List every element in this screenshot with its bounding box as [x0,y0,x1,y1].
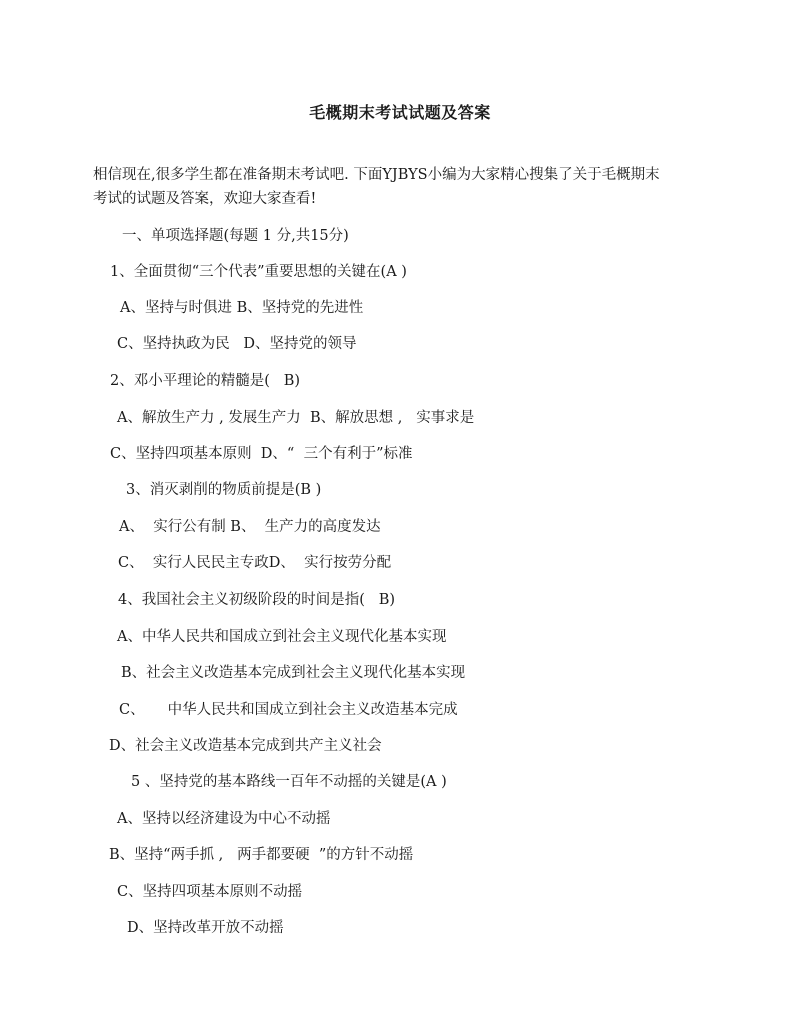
q3-options-cd: C、 实行人民民主专政D、 实行按劳分配 [118,555,392,571]
q4-option-c: C、 中华人民共和国成立到社会主义改造基本完成 [119,702,458,718]
q4-option-a: A、中华人民共和国成立到社会主义现代化基本实现 [117,629,447,645]
q5-option-b: B、坚持“两手抓 , 两手都要硬 ”的方针不动摇 [109,847,414,863]
document-title: 毛概期末考试试题及答案 [309,103,491,122]
question-1: 1、全面贯彻“三个代表”重要思想的关键在(A ) [110,264,407,280]
q1-options-cd: C、坚持执政为民 D、坚持党的领导 [117,336,357,352]
q5-option-a: A、坚持以经济建设为中心不动摇 [117,811,331,827]
q4-option-b: B、社会主义改造基本完成到社会主义现代化基本实现 [121,665,466,681]
question-4: 4、我国社会主义初级阶段的时间是指( B) [118,592,396,608]
q3-options-ab: A、 实行公有制 B、 生产力的高度发达 [119,519,381,535]
q1-options-ab: A、坚持与时俱进 B、坚持党的先进性 [120,300,364,316]
q5-option-d: D、坚持改革开放不动摇 [127,920,284,936]
intro-line: 考试的试题及答案，欢迎大家查看! [93,191,317,207]
question-3: 3、消灭剥削的物质前提是(B ) [126,482,322,498]
q5-option-c: C、坚持四项基本原则不动摇 [117,884,303,900]
intro-paragraph [93,163,733,211]
q2-options-ab: A、解放生产力 , 发展生产力 B、解放思想 , 实事求是 [117,410,475,426]
question-2: 2、邓小平理论的精髓是( B) [110,373,301,389]
section-heading: 一、单项选择题(每题 1 分,共15分) [122,228,349,244]
q2-options-cd: C、坚持四项基本原则 D、“ 三个有利于”标准 [110,446,413,462]
question-5: 5 、坚持党的基本路线一百年不动摇的关键是(A ) [131,774,447,790]
intro-line: 相信现在,很多学生都在准备期末考试吧. 下面YJBYS小编为大家精心搜集了关于毛概期末 [93,167,660,183]
q4-option-d: D、社会主义改造基本完成到共产主义社会 [109,738,382,754]
